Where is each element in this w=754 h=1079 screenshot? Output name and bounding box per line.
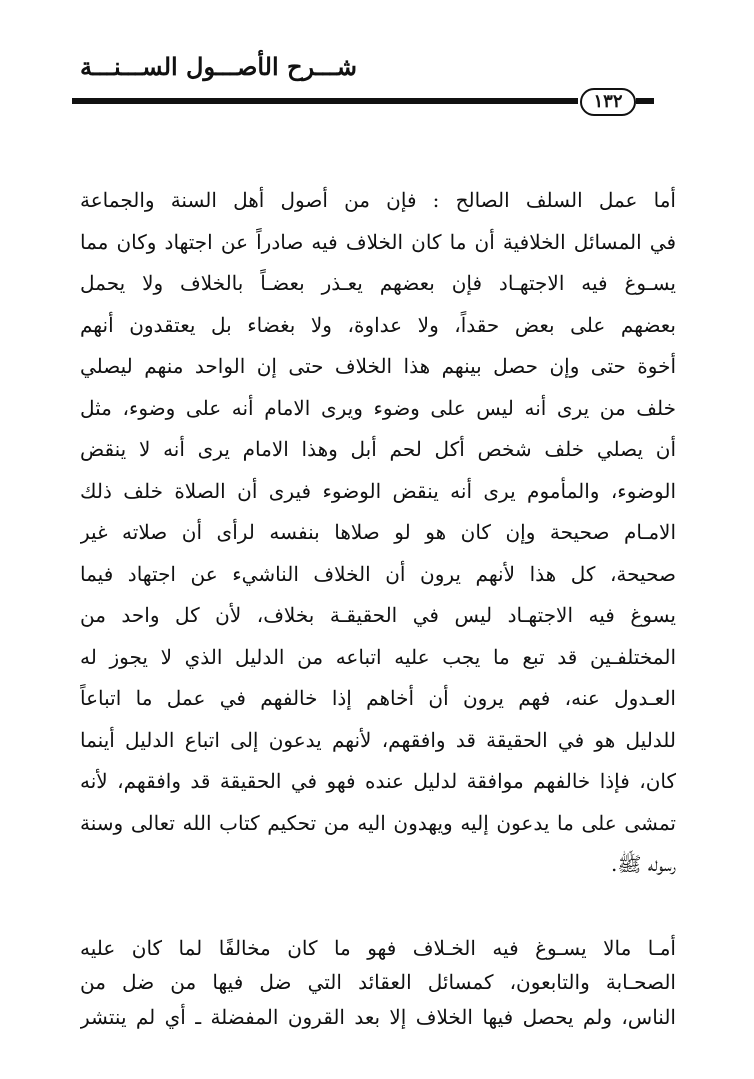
text-line: الصحـابة والتابعون، كمسائل العقائد التي ضل فيها من ضل من — [80, 970, 676, 994]
text-line: الامـام صحيحة وإن كان هو لو صلاها بنفسه لرأى أن صلاته غير — [80, 520, 676, 544]
text-line: في المسائل الخلافية أن ما كان الخلاف فيه صادراً عن اجتهاد وكان مما — [80, 229, 676, 254]
text-line: للدليل هو في الحقيقة قد وافقهم، لأنهم يدعون إلى اتباع الدليل أينما — [80, 727, 676, 752]
text-line: بعضهم على بعض حقداً، ولا عداوة، ولا بغضاء بل يعتقدون أنهم — [80, 312, 676, 337]
text-line: رسوله ﷺ. — [611, 852, 676, 876]
text-line: الوضوء، والمأموم يرى أنه ينقض الوضوء فيرى أن الصلاة خلف ذلك — [80, 478, 676, 503]
paragraph — [80, 180, 676, 886]
text-line: العـدول عنه، فهم يرون أن أخاهم إذا خالفهم في عمل ما اتباعاً — [80, 686, 676, 710]
body-text — [80, 180, 676, 1034]
paragraph-gap — [80, 886, 676, 931]
text-line: أما عمل السلف الصالح : فإن من أصول أهل السنة والجماعة — [80, 188, 676, 212]
paragraph — [80, 931, 676, 1035]
text-line: أمـا مالا يسـوغ فيه الخـلاف فهو ما كان مخالفًا لما كان عليه — [80, 935, 676, 960]
text-line: خلف من يرى أنه ليس على وضوء ويرى الامام أنه على وضوء، مثل — [80, 395, 676, 420]
text-line: يسـوغ فيه الاجتهـاد فإن بعضهم يعـذر بعضـاً بالخلاف ولا يحمل — [80, 271, 676, 295]
header-rule-tail — [636, 98, 654, 104]
text-line: أخوة حتى وإن حصل بينهم هذا الخلاف حتى إن الواحد منهم ليصلي — [80, 354, 676, 378]
text-line: يسوغ فيه الاجتهـاد ليس في الحقيقـة بخلاف، لأن كل واحد من — [80, 603, 676, 627]
text-line: أن يصلي خلف شخص أكل لحم أبل وهذا الامام يرى أنه لا ينقض — [80, 437, 676, 461]
text-line: الناس، ولم يحصل فيها الخلاف إلا بعد القرون المفضلة ـ أي لم ينتشر — [80, 1004, 676, 1029]
text-line: صحيحة، كل هذا لأنهم يرون أن الخلاف الناشيء عن اجتهاد فيما — [80, 561, 676, 586]
text-line: تمشى على ما يدعون إليه ويهدون اليه من تحكيم كتاب الله تعالى وسنة — [80, 810, 676, 835]
running-title: شـــرح الأصـــول الســـنـــة — [80, 52, 357, 81]
header-rule — [72, 98, 578, 104]
page-number: ١٣٢ — [580, 88, 636, 116]
text-line: المختلفـين قد تبع ما يجب عليه اتباعه من الدليل الذي لا يجوز له — [80, 644, 676, 669]
text-line: كان، فإذا خالفهم موافقة لدليل عنده فهو في الحقيقة قد وافقهم، لأنه — [80, 769, 676, 793]
